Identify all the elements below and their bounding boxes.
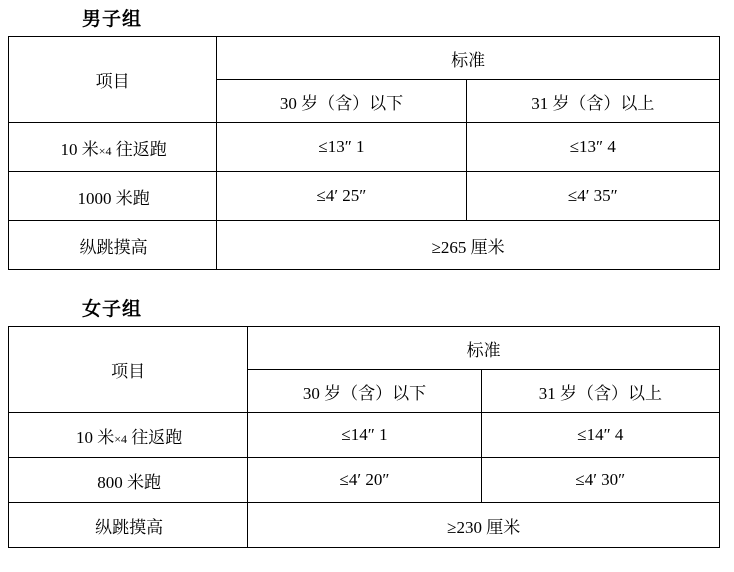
header-cell-age-under	[248, 370, 481, 413]
row-item-label-suffix: 往返跑	[111, 139, 167, 159]
row-value-under	[248, 458, 481, 503]
row-value-over	[466, 172, 719, 221]
header-cell-standard	[217, 37, 720, 80]
header-age-over-label: 31 岁（含）以上	[538, 383, 662, 403]
row-item-name	[9, 123, 217, 172]
table-row	[9, 503, 720, 548]
row-value-merged-label: ≥230 厘米	[447, 517, 521, 537]
header-cell-item	[9, 327, 248, 413]
row-value-merged-label: ≥265 厘米	[431, 237, 505, 257]
standards-table-men	[8, 36, 720, 270]
header-age-under-label: 30 岁（含）以下	[302, 383, 427, 403]
header-item-label: 项目	[95, 72, 130, 91]
header-standard-label: 标准	[451, 50, 486, 70]
row-value-over	[481, 413, 719, 458]
row-value-over-label: ≤4′ 35″	[567, 186, 618, 205]
row-item-label-composite	[9, 129, 216, 166]
section-women	[0, 298, 734, 548]
header-cell-age-under	[217, 80, 466, 123]
row-value-over-label: ≤13″ 4	[569, 137, 616, 156]
table-row	[9, 37, 720, 80]
section-title-women: 女子组	[82, 299, 143, 320]
row-item-name	[9, 413, 248, 458]
standards-table-women	[8, 326, 720, 548]
row-value-under	[248, 413, 481, 458]
table-row	[9, 172, 720, 221]
row-item-label: 纵跳摸高	[79, 237, 148, 257]
row-value-under	[217, 172, 466, 221]
row-item-label: 纵跳摸高	[95, 517, 164, 537]
row-item-label-prefix: 10 米	[60, 139, 99, 159]
header-cell-item	[9, 37, 217, 123]
row-value-over-label: ≤4′ 30″	[575, 470, 626, 489]
row-value-under-label: ≤4′ 20″	[339, 470, 390, 489]
section-men	[0, 8, 734, 270]
header-cell-age-over	[466, 80, 719, 123]
row-value-over	[481, 458, 719, 503]
header-age-over-label: 31 岁（含）以上	[531, 93, 655, 113]
row-item-label-composite	[9, 417, 247, 454]
row-item-name	[9, 221, 217, 270]
header-age-under-label: 30 岁（含）以下	[279, 93, 404, 113]
table-row	[9, 221, 720, 270]
row-item-label-prefix: 10 米	[76, 427, 115, 447]
row-value-over-label: ≤14″ 4	[577, 425, 624, 444]
header-cell-age-over	[481, 370, 719, 413]
row-value-merged	[248, 503, 720, 548]
header-standard-label: 标准	[466, 340, 501, 360]
header-cell-standard	[248, 327, 720, 370]
row-value-under-label: ≤4′ 25″	[316, 186, 367, 205]
row-item-label-suffix: 往返跑	[127, 427, 183, 447]
row-value-under	[217, 123, 466, 172]
row-value-under-label: ≤13″ 1	[318, 137, 365, 156]
row-item-label: 800 米跑	[97, 472, 162, 492]
row-value-under-label: ≤14″ 1	[341, 425, 388, 444]
row-item-name	[9, 172, 217, 221]
row-value-over	[466, 123, 719, 172]
row-item-name	[9, 503, 248, 548]
table-row	[9, 123, 720, 172]
row-item-name	[9, 458, 248, 503]
table-row	[9, 458, 720, 503]
section-title-men: 男子组	[82, 9, 143, 30]
row-item-label-mult: ×4	[98, 143, 112, 158]
header-item-label: 项目	[111, 362, 146, 381]
row-item-label-mult: ×4	[114, 431, 128, 446]
table-row	[9, 327, 720, 370]
table-row	[9, 413, 720, 458]
row-value-merged	[217, 221, 720, 270]
row-item-label: 1000 米跑	[77, 188, 150, 208]
